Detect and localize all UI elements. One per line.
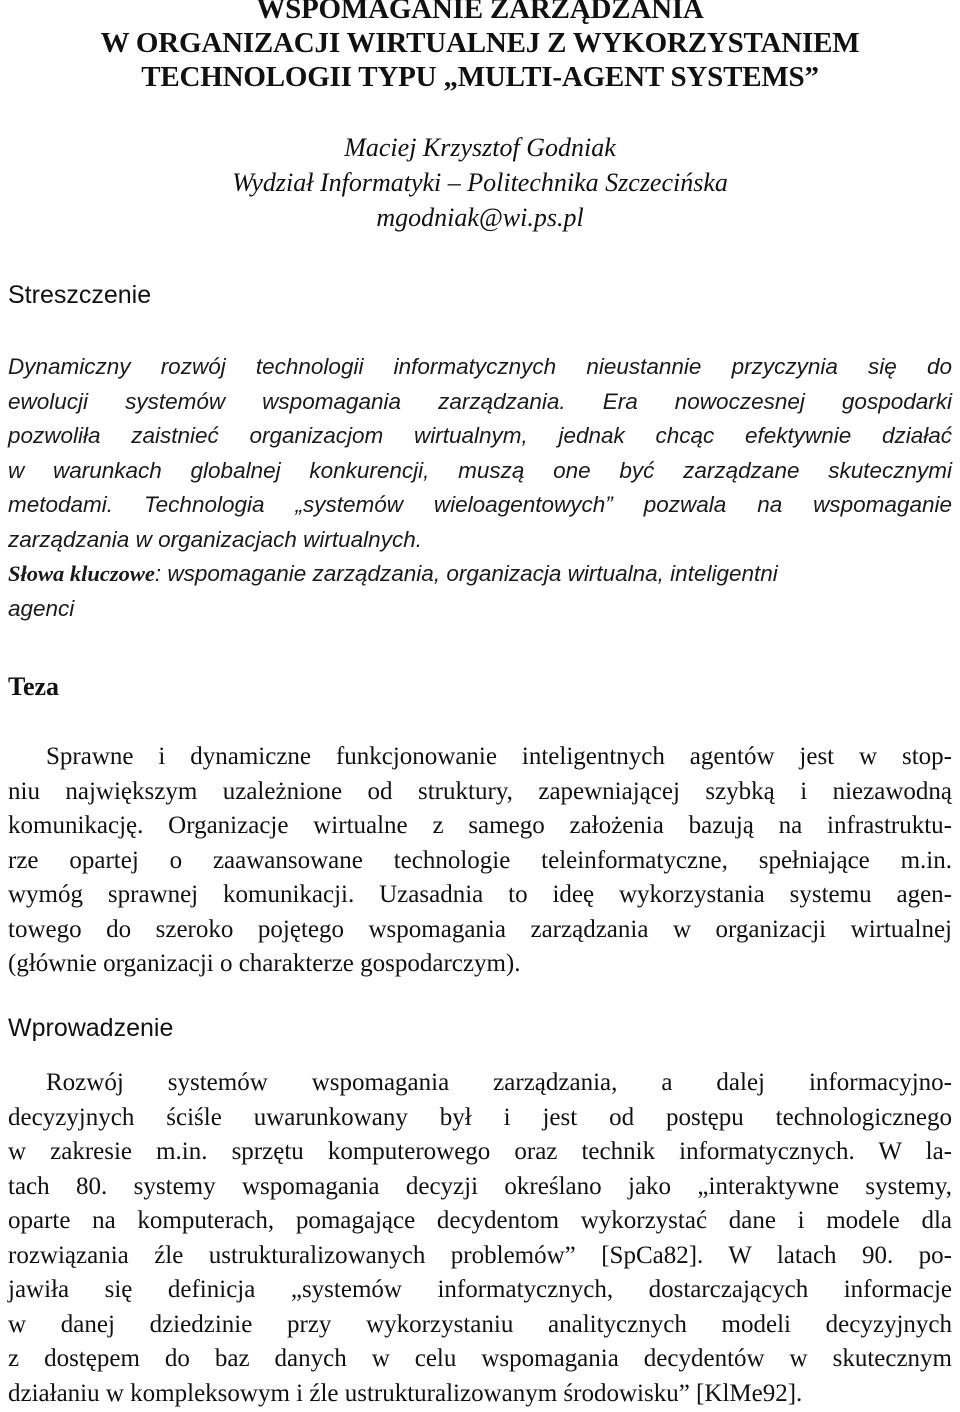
keywords-line	[8, 557, 952, 592]
author-block	[0, 130, 960, 235]
title-line-1: WSPOMAGANIE ZARZĄDZANIA	[256, 0, 704, 25]
paragraph-line: decyzyjnych ściśle uwarunkowany był i jest od postępu technologicznego	[8, 1103, 952, 1131]
keywords-list: : wspomaganie zarządzania, organizacja wirtualna, inteligentni	[154, 561, 778, 586]
paragraph-line: Rozwój systemów wspomagania zarządzania, a dalej informacyjno-	[46, 1069, 952, 1096]
keywords-label: Słowa kluczowe	[8, 561, 155, 586]
paragraph-line: towego do szeroko pojętego wspomagania zarządzania w organizacji wirtualnej	[8, 915, 952, 943]
abstract-line: ewolucji systemów wspomagania zarządzania. Era nowoczesnej gospodarki	[8, 388, 952, 414]
paragraph-line: oparte na komputerach, pomagające decydentom wykorzystać dane i modele dla	[8, 1207, 952, 1234]
introduction-heading: Wprowadzenie	[8, 1014, 174, 1042]
paragraph-line: jawiła się definicja „systemów informatycznych, dostarczających informacje	[8, 1276, 952, 1303]
paragraph-line: tach 80. systemy wspomagania decyzji określano jako „interaktywne systemy,	[8, 1172, 952, 1200]
paragraph-line: niu największym uzależnione od struktury, zapewniającej szybką i niezawodną	[8, 777, 952, 805]
keywords-line: agenci	[8, 595, 75, 621]
paragraph-line: wymóg sprawnej komunikacji. Uzasadnia to ideę wykorzystania systemu agen-	[8, 881, 952, 908]
paragraph-line: w danej dziedzinie przy wykorzystaniu analitycznych modeli decyzyjnych	[8, 1310, 952, 1338]
abstract-line: w warunkach globalnej konkurencji, muszą one być zarządzane skutecznymi	[8, 457, 952, 483]
thesis-paragraph	[8, 740, 952, 982]
paragraph-line: (głównie organizacji o charakterze gospodarczym).	[8, 950, 521, 977]
title-line-3: TECHNOLOGII TYPU „MULTI-AGENT SYSTEMS”	[141, 61, 819, 93]
abstract-line: zarządzania w organizacjach wirtualnych.	[8, 526, 422, 552]
abstract-line: Dynamiczny rozwój technologii informatycznych nieustannie przyczynia się do	[8, 354, 952, 379]
paragraph-line: w zakresie m.in. sprzętu komputerowego oraz technik informatycznych. W la-	[8, 1138, 952, 1165]
paper-title	[0, 0, 960, 94]
title-line-2: W ORGANIZACJI WIRTUALNEJ Z WYKORZYSTANIEM	[100, 27, 860, 59]
paragraph-line: z dostępem do baz danych w celu wspomagania decydentów w skutecznym	[8, 1345, 952, 1372]
paragraph-line: działaniu w kompleksowym i źle ustrukturalizowanym środowisku” [KlMe92].	[8, 1379, 803, 1407]
author-email: mgodniak@wi.ps.pl	[376, 203, 584, 232]
paragraph-line: Sprawne i dynamiczne funkcjonowanie inteligentnych agentów jest w stop-	[46, 743, 952, 770]
abstract-heading: Streszczenie	[8, 281, 152, 309]
author-name: Maciej Krzysztof Godniak	[344, 133, 616, 162]
thesis-heading: Teza	[8, 672, 60, 701]
paragraph-line: rze opartej o zaawansowane technologie teleinformatyczne, spełniające m.in.	[8, 846, 952, 874]
abstract-text	[8, 350, 952, 626]
abstract-line: metodami. Technologia „systemów wieloagentowych” pozwala na wspomaganie	[8, 492, 952, 517]
paragraph-line: rozwiązania źle ustrukturalizowanych problemów” [SpCa82]. W latach 90. po-	[8, 1241, 952, 1269]
abstract-line: pozwoliła zaistnieć organizacjom wirtualnym, jednak chcąc efektywnie działać	[8, 423, 952, 448]
introduction-paragraph	[8, 1066, 952, 1411]
paragraph-line: komunikację. Organizacje wirtualne z samego założenia bazują na infrastruktu-	[8, 812, 952, 839]
author-affiliation: Wydział Informatyki – Politechnika Szczecińska	[232, 168, 728, 197]
